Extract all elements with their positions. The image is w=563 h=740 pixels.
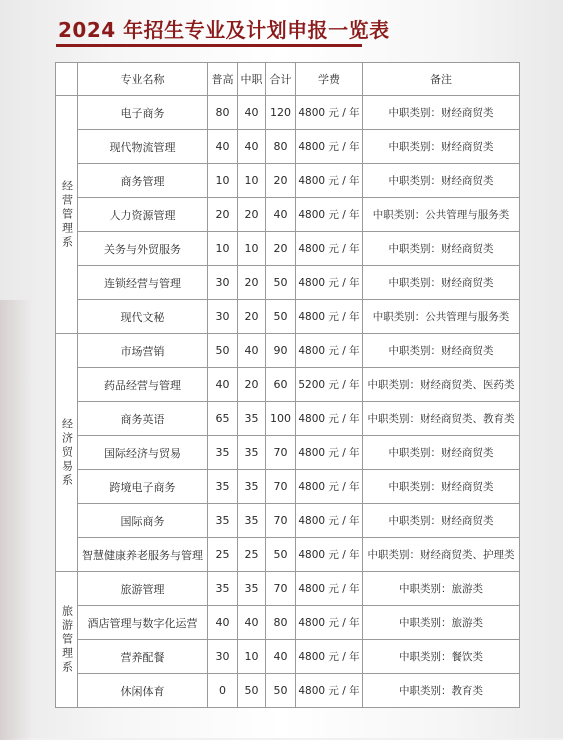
- zhongzhi-count-cell: 20: [238, 300, 266, 334]
- total-count-cell: 20: [266, 232, 296, 266]
- zhongzhi-count-cell: 10: [238, 164, 266, 198]
- header-zhongzhi: 中职: [238, 63, 266, 96]
- table-row: [56, 368, 520, 402]
- zhongzhi-count-cell: 35: [238, 504, 266, 538]
- total-count-cell: 80: [266, 606, 296, 640]
- major-cell: 商务管理: [78, 164, 208, 198]
- total-count-cell: 40: [266, 640, 296, 674]
- note-cell: 中职类别：教育类: [363, 674, 520, 708]
- table-row: [56, 674, 520, 708]
- zhongzhi-count-cell: 40: [238, 334, 266, 368]
- note-cell: 中职类别：财经商贸类、教育类: [363, 402, 520, 436]
- table-row: [56, 572, 520, 606]
- table-row: [56, 640, 520, 674]
- zhongzhi-count-cell: 20: [238, 266, 266, 300]
- tuition-fee-cell: 4800 元 / 年: [296, 130, 363, 164]
- putong-count-cell: 0: [208, 674, 238, 708]
- major-cell: 酒店管理与数字化运营: [78, 606, 208, 640]
- putong-count-cell: 30: [208, 300, 238, 334]
- table-row: [56, 300, 520, 334]
- zhongzhi-count-cell: 40: [238, 130, 266, 164]
- note-cell: 中职类别：财经商贸类: [363, 266, 520, 300]
- header-total: 合计: [266, 63, 296, 96]
- enrollment-plan-table: [55, 62, 520, 708]
- total-count-cell: 100: [266, 402, 296, 436]
- zhongzhi-count-cell: 35: [238, 402, 266, 436]
- putong-count-cell: 20: [208, 198, 238, 232]
- zhongzhi-count-cell: 40: [238, 606, 266, 640]
- total-count-cell: 120: [266, 96, 296, 130]
- major-cell: 关务与外贸服务: [78, 232, 208, 266]
- tuition-fee-cell: 4800 元 / 年: [296, 640, 363, 674]
- tuition-fee-cell: 4800 元 / 年: [296, 606, 363, 640]
- table-row: [56, 334, 520, 368]
- major-cell: 跨境电子商务: [78, 470, 208, 504]
- major-cell: 营养配餐: [78, 640, 208, 674]
- major-cell: 市场营销: [78, 334, 208, 368]
- putong-count-cell: 40: [208, 130, 238, 164]
- major-cell: 电子商务: [78, 96, 208, 130]
- putong-count-cell: 40: [208, 368, 238, 402]
- putong-count-cell: 35: [208, 436, 238, 470]
- major-cell: 旅游管理: [78, 572, 208, 606]
- header-major: 专业名称: [78, 63, 208, 96]
- header-fee: 学费: [296, 63, 363, 96]
- total-count-cell: 50: [266, 674, 296, 708]
- major-cell: 智慧健康养老服务与管理: [78, 538, 208, 572]
- putong-count-cell: 30: [208, 640, 238, 674]
- header-putong: 普高: [208, 63, 238, 96]
- total-count-cell: 70: [266, 436, 296, 470]
- zhongzhi-count-cell: 40: [238, 96, 266, 130]
- major-cell: 国际经济与贸易: [78, 436, 208, 470]
- major-cell: 现代物流管理: [78, 130, 208, 164]
- note-cell: 中职类别：财经商贸类: [363, 164, 520, 198]
- tuition-fee-cell: 4800 元 / 年: [296, 198, 363, 232]
- total-count-cell: 50: [266, 300, 296, 334]
- department-cell: 经济贸易系: [56, 334, 78, 572]
- zhongzhi-count-cell: 25: [238, 538, 266, 572]
- tuition-fee-cell: 4800 元 / 年: [296, 300, 363, 334]
- total-count-cell: 70: [266, 572, 296, 606]
- table-header-row: [56, 63, 520, 96]
- note-cell: 中职类别：财经商贸类: [363, 334, 520, 368]
- note-cell: 中职类别：财经商贸类: [363, 130, 520, 164]
- tuition-fee-cell: 4800 元 / 年: [296, 402, 363, 436]
- table-row: [56, 470, 520, 504]
- header-department: [56, 63, 78, 96]
- major-cell: 连锁经营与管理: [78, 266, 208, 300]
- tuition-fee-cell: 4800 元 / 年: [296, 96, 363, 130]
- total-count-cell: 40: [266, 198, 296, 232]
- tuition-fee-cell: 4800 元 / 年: [296, 538, 363, 572]
- tuition-fee-cell: 4800 元 / 年: [296, 436, 363, 470]
- table-row: [56, 402, 520, 436]
- total-count-cell: 50: [266, 538, 296, 572]
- header-note: 备注: [363, 63, 520, 96]
- zhongzhi-count-cell: 35: [238, 436, 266, 470]
- putong-count-cell: 10: [208, 232, 238, 266]
- putong-count-cell: 65: [208, 402, 238, 436]
- zhongzhi-count-cell: 35: [238, 470, 266, 504]
- zhongzhi-count-cell: 10: [238, 640, 266, 674]
- putong-count-cell: 35: [208, 504, 238, 538]
- tuition-fee-cell: 5200 元 / 年: [296, 368, 363, 402]
- tuition-fee-cell: 4800 元 / 年: [296, 266, 363, 300]
- table-row: [56, 96, 520, 130]
- major-cell: 现代文秘: [78, 300, 208, 334]
- total-count-cell: 70: [266, 470, 296, 504]
- zhongzhi-count-cell: 20: [238, 368, 266, 402]
- table-row: [56, 232, 520, 266]
- total-count-cell: 70: [266, 504, 296, 538]
- major-cell: 人力资源管理: [78, 198, 208, 232]
- zhongzhi-count-cell: 20: [238, 198, 266, 232]
- table-row: [56, 164, 520, 198]
- putong-count-cell: 30: [208, 266, 238, 300]
- major-cell: 商务英语: [78, 402, 208, 436]
- tuition-fee-cell: 4800 元 / 年: [296, 504, 363, 538]
- table-row: [56, 606, 520, 640]
- putong-count-cell: 50: [208, 334, 238, 368]
- department-cell: 旅游管理系: [56, 572, 78, 708]
- note-cell: 中职类别：财经商贸类: [363, 470, 520, 504]
- note-cell: 中职类别：公共管理与服务类: [363, 300, 520, 334]
- tuition-fee-cell: 4800 元 / 年: [296, 334, 363, 368]
- tuition-fee-cell: 4800 元 / 年: [296, 674, 363, 708]
- putong-count-cell: 80: [208, 96, 238, 130]
- total-count-cell: 90: [266, 334, 296, 368]
- tuition-fee-cell: 4800 元 / 年: [296, 164, 363, 198]
- major-cell: 药品经营与管理: [78, 368, 208, 402]
- title-underline: [56, 44, 362, 47]
- putong-count-cell: 35: [208, 470, 238, 504]
- note-cell: 中职类别：财经商贸类: [363, 436, 520, 470]
- page-edge-shadow: [0, 300, 32, 740]
- tuition-fee-cell: 4800 元 / 年: [296, 232, 363, 266]
- note-cell: 中职类别：财经商贸类: [363, 96, 520, 130]
- note-cell: 中职类别：公共管理与服务类: [363, 198, 520, 232]
- note-cell: 中职类别：餐饮类: [363, 640, 520, 674]
- table-body: [56, 96, 520, 708]
- putong-count-cell: 10: [208, 164, 238, 198]
- total-count-cell: 50: [266, 266, 296, 300]
- note-cell: 中职类别：财经商贸类、医药类: [363, 368, 520, 402]
- putong-count-cell: 35: [208, 572, 238, 606]
- tuition-fee-cell: 4800 元 / 年: [296, 572, 363, 606]
- note-cell: 中职类别：财经商贸类、护理类: [363, 538, 520, 572]
- tuition-fee-cell: 4800 元 / 年: [296, 470, 363, 504]
- note-cell: 中职类别：财经商贸类: [363, 504, 520, 538]
- zhongzhi-count-cell: 35: [238, 572, 266, 606]
- table-row: [56, 198, 520, 232]
- table-row: [56, 266, 520, 300]
- zhongzhi-count-cell: 10: [238, 232, 266, 266]
- department-cell: 经营管理系: [56, 96, 78, 334]
- page-title: 2024 年招生专业及计划申报一览表: [58, 18, 390, 42]
- note-cell: 中职类别：旅游类: [363, 606, 520, 640]
- table-row: [56, 436, 520, 470]
- note-cell: 中职类别：财经商贸类: [363, 232, 520, 266]
- table-row: [56, 538, 520, 572]
- note-cell: 中职类别：旅游类: [363, 572, 520, 606]
- total-count-cell: 60: [266, 368, 296, 402]
- zhongzhi-count-cell: 50: [238, 674, 266, 708]
- major-cell: 休闲体育: [78, 674, 208, 708]
- total-count-cell: 80: [266, 130, 296, 164]
- table-row: [56, 130, 520, 164]
- table-row: [56, 504, 520, 538]
- putong-count-cell: 25: [208, 538, 238, 572]
- major-cell: 国际商务: [78, 504, 208, 538]
- total-count-cell: 20: [266, 164, 296, 198]
- putong-count-cell: 40: [208, 606, 238, 640]
